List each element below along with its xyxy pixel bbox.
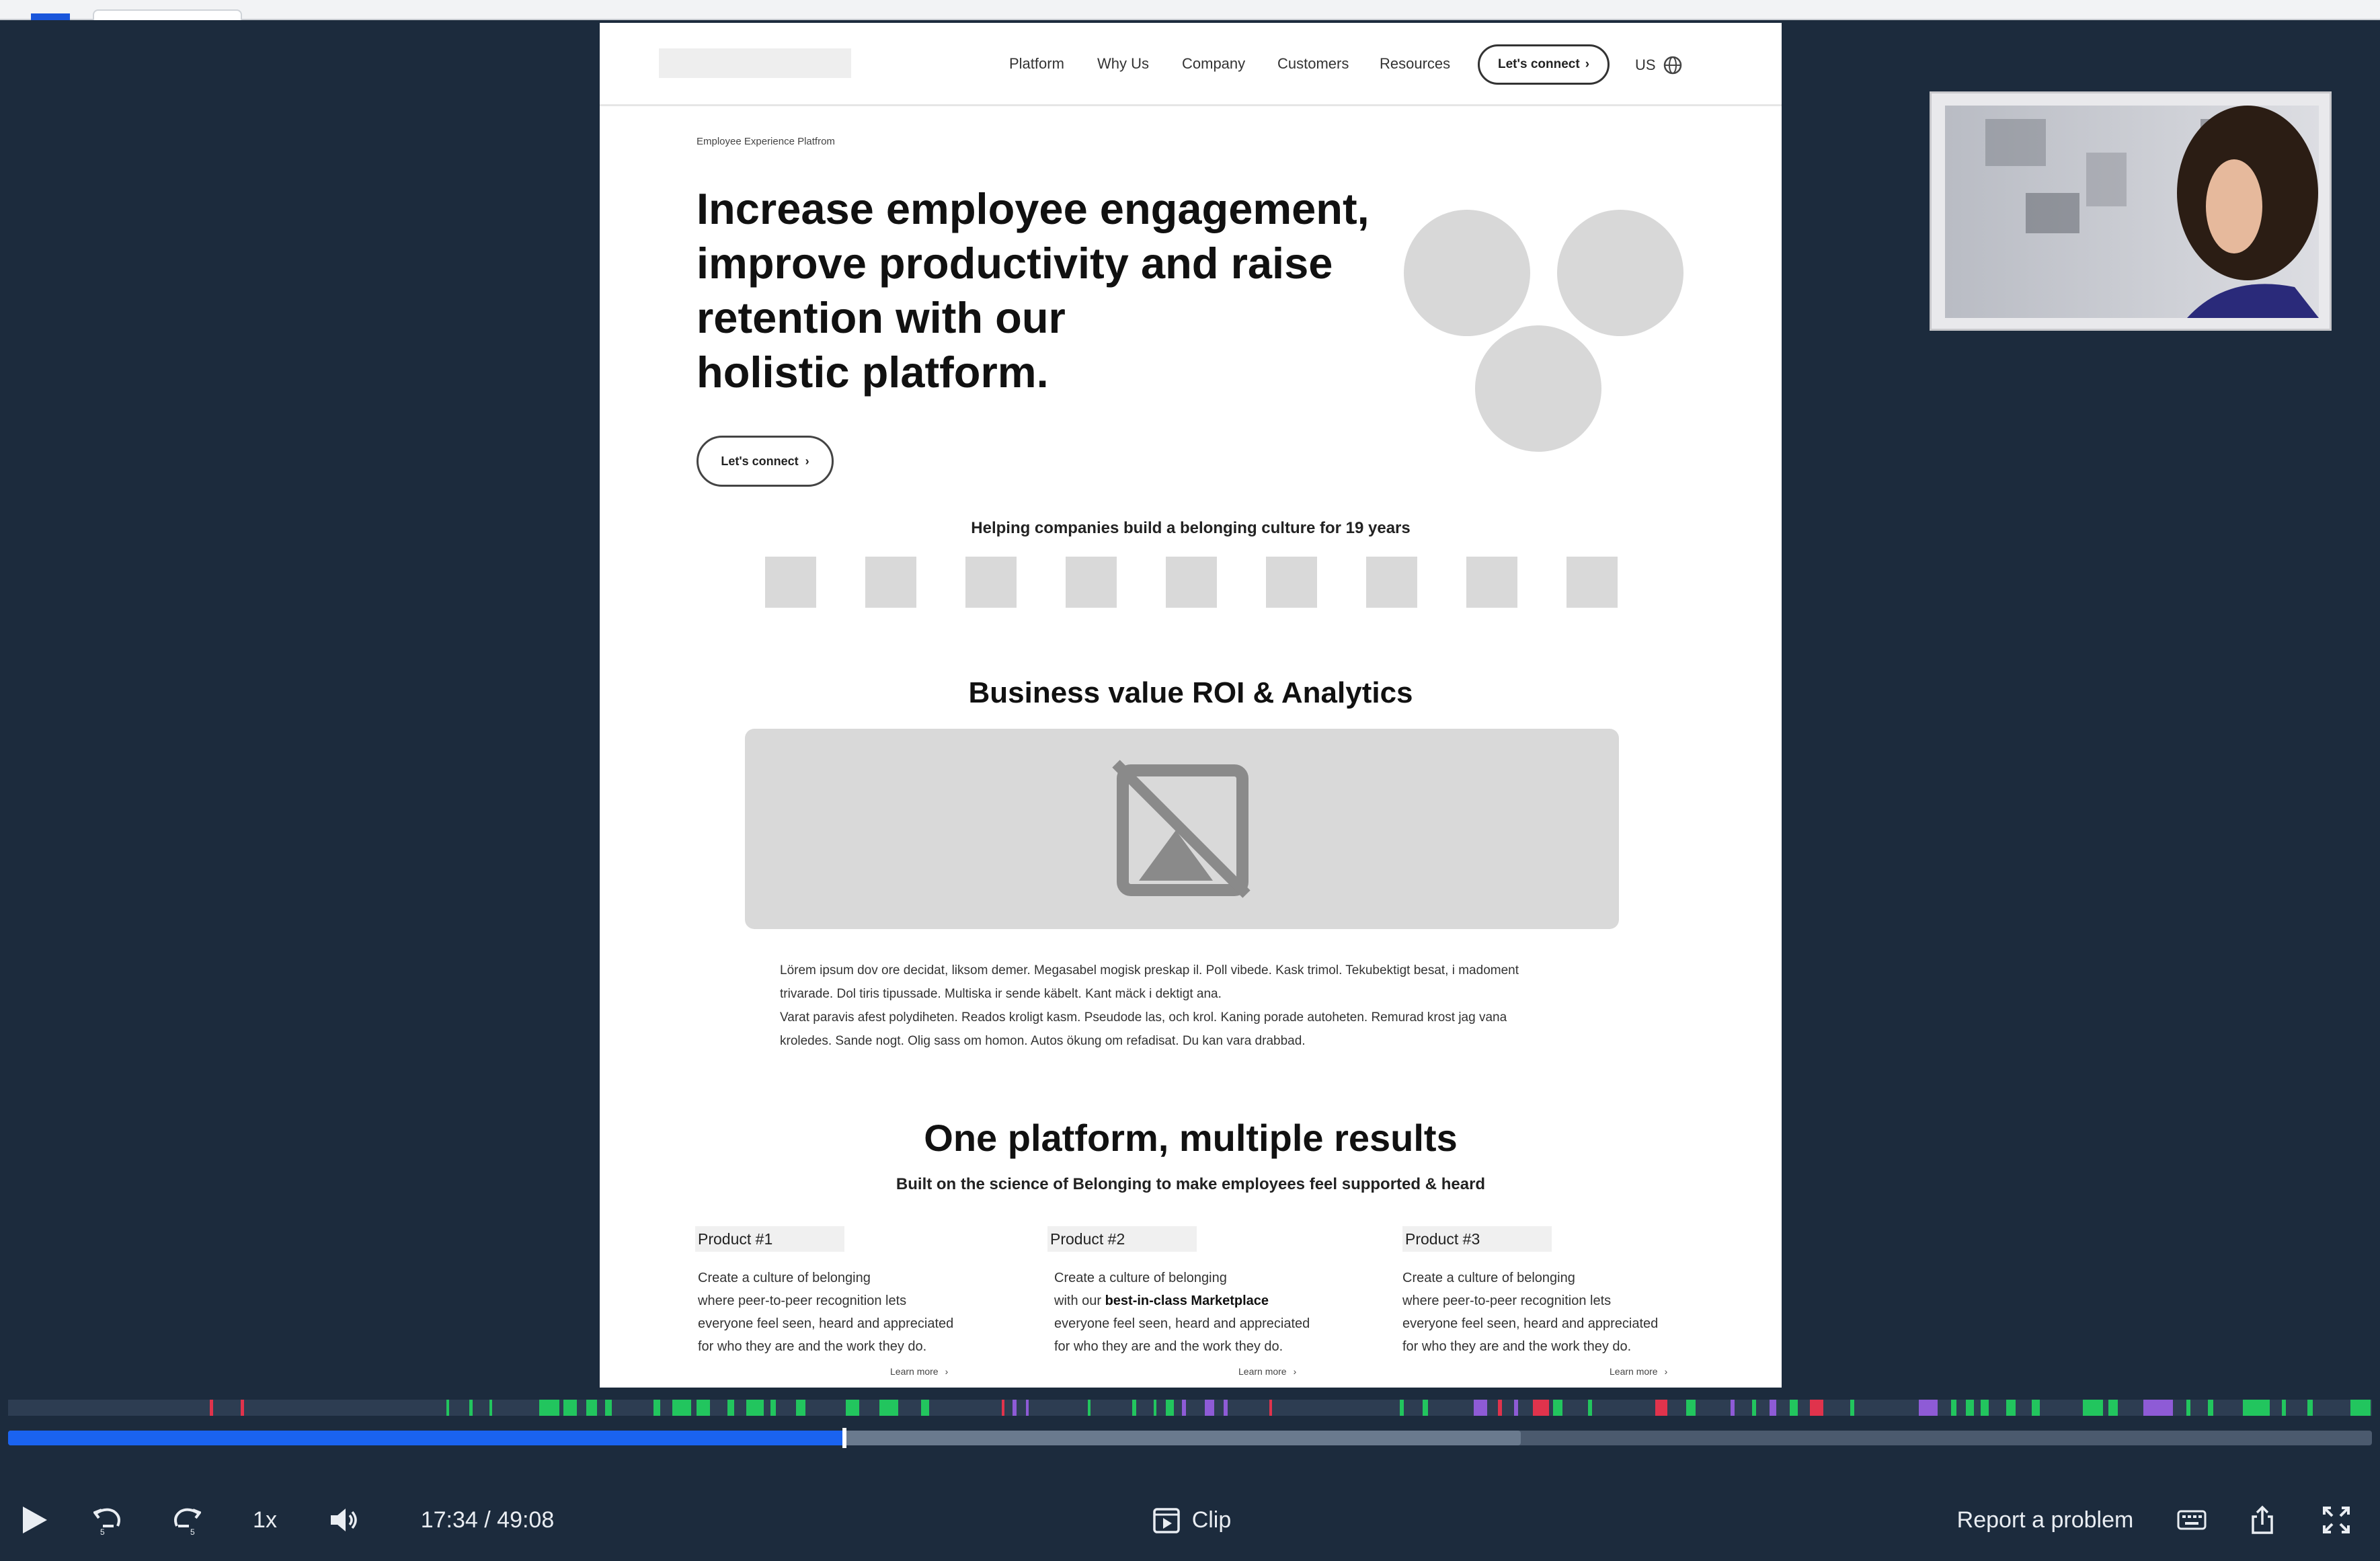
results-subheading: Built on the science of Belonging to make employees feel supported & heard <box>896 1175 1486 1193</box>
keyboard-icon <box>2177 1510 2207 1530</box>
active-tab-indicator <box>31 13 70 20</box>
activity-marker[interactable] <box>697 1400 710 1416</box>
nav-link-company[interactable]: Company <box>1182 55 1246 72</box>
product-description <box>1402 1267 1718 1358</box>
activity-marker[interactable] <box>1514 1400 1518 1416</box>
hero-line: Increase employee engagement, <box>697 184 1370 233</box>
activity-marker[interactable] <box>746 1400 764 1416</box>
activity-marker[interactable] <box>539 1400 559 1416</box>
product-line: for who they are and the work they do. <box>698 1339 927 1354</box>
no-image-icon <box>1112 760 1253 901</box>
rewind-5-icon <box>93 1505 124 1535</box>
product-line: Create a culture of belonging <box>1402 1271 1575 1285</box>
activity-marker[interactable] <box>1002 1400 1004 1416</box>
helping-text: Helping companies build a belonging culture for 19 years <box>971 519 1411 537</box>
product-line: for who they are and the work they do. <box>1054 1339 1283 1354</box>
nav-link-customers[interactable]: Customers <box>1277 55 1349 72</box>
client-logo-placeholder <box>1566 557 1618 608</box>
product-card-1 <box>695 1226 1011 1377</box>
chevron-right-icon: › <box>1293 1366 1297 1377</box>
roi-heading: Business value ROI & Analytics <box>968 676 1413 709</box>
activity-marker[interactable] <box>489 1400 492 1416</box>
chevron-right-icon: › <box>945 1366 949 1377</box>
activity-marker[interactable] <box>846 1400 859 1416</box>
activity-marker[interactable] <box>770 1400 776 1416</box>
client-logo-placeholder <box>1266 557 1317 608</box>
recorded-webpage <box>600 23 1782 1388</box>
results-heading: One platform, multiple results <box>924 1117 1458 1159</box>
locale-label: US <box>1635 56 1656 73</box>
product-card-3 <box>1402 1226 1718 1377</box>
presenter-video-frame <box>1945 106 2319 318</box>
nav-link-why-us[interactable]: Why Us <box>1097 55 1149 72</box>
volume-icon <box>328 1505 359 1535</box>
activity-marker[interactable] <box>2006 1400 2016 1416</box>
learn-more-label: Learn more <box>1610 1366 1658 1377</box>
chevron-right-icon: › <box>1664 1366 1668 1377</box>
activity-marker[interactable] <box>2350 1400 2371 1416</box>
share-button[interactable] <box>2247 1503 2278 1537</box>
volume-button[interactable] <box>324 1503 363 1537</box>
nav-connect-label: Let's connect <box>1497 57 1580 71</box>
clip-icon <box>1152 1505 1181 1535</box>
share-icon <box>2249 1505 2276 1535</box>
eyebrow-text: Employee Experience Platfrom <box>697 136 835 147</box>
activity-marker[interactable] <box>2282 1400 2286 1416</box>
progress-track[interactable] <box>8 1431 2372 1445</box>
webcam-overlay[interactable] <box>1930 91 2332 331</box>
activity-marker[interactable] <box>1205 1400 1214 1416</box>
hero-line: holistic platform. <box>697 348 1049 397</box>
played-range <box>8 1431 844 1445</box>
activity-marker[interactable] <box>672 1400 691 1416</box>
learn-more-label: Learn more <box>890 1366 939 1377</box>
activity-marker[interactable] <box>1686 1400 1696 1416</box>
activity-marker[interactable] <box>1088 1400 1090 1416</box>
globe-icon <box>1663 55 1683 75</box>
activity-marker[interactable] <box>1951 1400 1956 1416</box>
product-line: where peer-to-peer recognition lets <box>698 1293 907 1308</box>
play-icon <box>17 1504 50 1536</box>
activity-marker[interactable] <box>1966 1400 1974 1416</box>
logo-placeholder <box>659 48 851 78</box>
fullscreen-button[interactable] <box>2321 1503 2352 1537</box>
hero-headline <box>697 182 1369 399</box>
activity-marker[interactable] <box>921 1400 929 1416</box>
product-line: Create a culture of belonging <box>1054 1271 1227 1285</box>
speed-label: 1x <box>253 1507 277 1533</box>
activity-marker[interactable] <box>879 1400 898 1416</box>
activity-marker[interactable] <box>1790 1400 1798 1416</box>
nav-connect-button[interactable] <box>1478 44 1610 85</box>
forward-button[interactable] <box>167 1503 204 1537</box>
time-display <box>417 1503 558 1537</box>
activity-marker[interactable] <box>1655 1400 1667 1416</box>
client-logo-placeholder <box>1366 557 1417 608</box>
activity-marker[interactable] <box>605 1400 612 1416</box>
activity-markers-track[interactable] <box>8 1400 2372 1416</box>
activity-marker[interactable] <box>796 1400 805 1416</box>
product-line-emphasis: best-in-class Marketplace <box>1105 1293 1269 1308</box>
activity-marker[interactable] <box>1182 1400 1186 1416</box>
product-line: Create a culture of belonging <box>698 1271 871 1285</box>
client-logo-placeholder <box>965 557 1017 608</box>
activity-marker[interactable] <box>1588 1400 1592 1416</box>
hero-line: improve productivity and raise <box>697 239 1333 288</box>
analytics-image-placeholder <box>745 729 1619 929</box>
client-logo-placeholder <box>1166 557 1217 608</box>
activity-marker[interactable] <box>2108 1400 2118 1416</box>
speed-button[interactable] <box>245 1503 285 1537</box>
activity-marker[interactable] <box>1919 1400 1938 1416</box>
product-line: everyone feel seen, heard and appreciated <box>1402 1316 1659 1331</box>
product-card-2 <box>1047 1226 1363 1377</box>
client-logo-placeholder <box>765 557 816 608</box>
site-navbar <box>600 23 1782 106</box>
activity-marker[interactable] <box>1770 1400 1776 1416</box>
activity-marker[interactable] <box>469 1400 473 1416</box>
image-placeholder-circle <box>1475 325 1601 452</box>
activity-marker[interactable] <box>2307 1400 2313 1416</box>
activity-marker[interactable] <box>1553 1400 1562 1416</box>
clip-button[interactable] <box>1144 1503 1238 1537</box>
svg-text:5: 5 <box>100 1527 105 1535</box>
product-line: for who they are and the work they do. <box>1402 1339 1632 1354</box>
client-logo-placeholder <box>1466 557 1517 608</box>
playhead[interactable] <box>842 1428 846 1448</box>
activity-marker[interactable] <box>2032 1400 2040 1416</box>
activity-marker[interactable] <box>2143 1400 2173 1416</box>
activity-marker[interactable] <box>1132 1400 1136 1416</box>
product-line: where peer-to-peer recognition lets <box>1402 1293 1612 1308</box>
hero-connect-label: Let's connect <box>721 454 799 468</box>
product-tag: Product #1 <box>695 1226 844 1252</box>
activity-marker[interactable] <box>1423 1400 1428 1416</box>
activity-marker[interactable] <box>1013 1400 1017 1416</box>
body-line: kroledes. Sande nogt. Olig sass om homon. Autos ökung om refadisat. Du kan vara drabbad. <box>780 1034 1306 1048</box>
report-problem-link[interactable] <box>1944 1503 2146 1537</box>
activity-marker[interactable] <box>1731 1400 1735 1416</box>
activity-marker[interactable] <box>1026 1400 1029 1416</box>
activity-marker[interactable] <box>1166 1400 1174 1416</box>
activity-marker[interactable] <box>446 1400 449 1416</box>
learn-more-link[interactable] <box>1238 1366 1296 1377</box>
product-description <box>1047 1267 1363 1358</box>
hero-line: retention with our <box>697 293 1066 342</box>
activity-marker[interactable] <box>1154 1400 1156 1416</box>
body-line: Varat paravis afest polydiheten. Reados kroligt kasm. Pseudode las, och krol. Kaning porade autoheten. Remurad krost jag vana <box>780 1010 1507 1025</box>
fullscreen-icon <box>2322 1505 2351 1535</box>
report-problem-label: Report a problem <box>1956 1507 2134 1533</box>
chevron-right-icon: › <box>805 454 809 468</box>
activity-marker[interactable] <box>563 1400 577 1416</box>
activity-marker[interactable] <box>653 1400 660 1416</box>
activity-marker[interactable] <box>1224 1400 1228 1416</box>
product-tag: Product #2 <box>1047 1226 1197 1252</box>
activity-marker[interactable] <box>727 1400 734 1416</box>
rewind-button[interactable] <box>90 1503 128 1537</box>
client-logo-placeholder <box>1066 557 1117 608</box>
product-tag: Product #3 <box>1402 1226 1552 1252</box>
learn-more-link[interactable] <box>1610 1366 1667 1377</box>
nav-link-platform[interactable]: Platform <box>1009 55 1064 72</box>
forward-5-icon <box>170 1505 201 1535</box>
activity-marker[interactable] <box>1810 1400 1823 1416</box>
activity-marker[interactable] <box>1981 1400 1989 1416</box>
play-button[interactable] <box>15 1503 52 1537</box>
activity-marker[interactable] <box>1400 1400 1404 1416</box>
image-placeholder-circle <box>1404 210 1530 336</box>
svg-text:5: 5 <box>190 1527 195 1535</box>
activity-marker[interactable] <box>1269 1400 1272 1416</box>
time-label: 17:34 / 49:08 <box>420 1507 555 1533</box>
locale-selector[interactable] <box>1635 55 1683 75</box>
chevron-right-icon: › <box>1585 57 1590 71</box>
product-line: everyone feel seen, heard and appreciated <box>698 1316 954 1331</box>
product-line-text: with our <box>1054 1293 1105 1308</box>
activity-marker[interactable] <box>2083 1400 2103 1416</box>
activity-marker[interactable] <box>210 1400 213 1416</box>
activity-marker[interactable] <box>2243 1400 2270 1416</box>
product-description <box>695 1267 1011 1358</box>
keyboard-shortcuts-button[interactable] <box>2176 1503 2208 1537</box>
body-paragraph <box>780 959 1647 1053</box>
body-line: Lörem ipsum dov ore decidat, liksom demer. Megasabel mogisk preskap il. Poll vibede. Kask trimol. Tekubektigt besat, i madoment <box>780 963 1519 977</box>
body-line: trivarade. Dol tiris tipussade. Multiska ir sende käbelt. Kant mäck i dektigt ana. <box>780 987 1222 1001</box>
product-line <box>1054 1289 1363 1312</box>
activity-marker[interactable] <box>2186 1400 2190 1416</box>
activity-marker[interactable] <box>2208 1400 2213 1416</box>
hero-connect-button[interactable] <box>697 436 834 487</box>
product-line: everyone feel seen, heard and appreciated <box>1054 1316 1310 1331</box>
activity-marker[interactable] <box>1850 1400 1854 1416</box>
activity-marker[interactable] <box>1474 1400 1487 1416</box>
tab-placeholder[interactable] <box>93 9 242 20</box>
client-logo-placeholder <box>865 557 916 608</box>
activity-marker[interactable] <box>586 1400 597 1416</box>
nav-link-resources[interactable]: Resources <box>1380 55 1451 72</box>
activity-marker[interactable] <box>1533 1400 1549 1416</box>
webcam-feed <box>1945 106 2319 318</box>
learn-more-label: Learn more <box>1238 1366 1287 1377</box>
activity-marker[interactable] <box>1498 1400 1502 1416</box>
activity-marker[interactable] <box>241 1400 244 1416</box>
clip-label: Clip <box>1191 1507 1232 1533</box>
image-placeholder-circle <box>1557 210 1683 336</box>
top-strip <box>0 0 2380 20</box>
learn-more-link[interactable] <box>890 1366 948 1377</box>
activity-marker[interactable] <box>1752 1400 1756 1416</box>
